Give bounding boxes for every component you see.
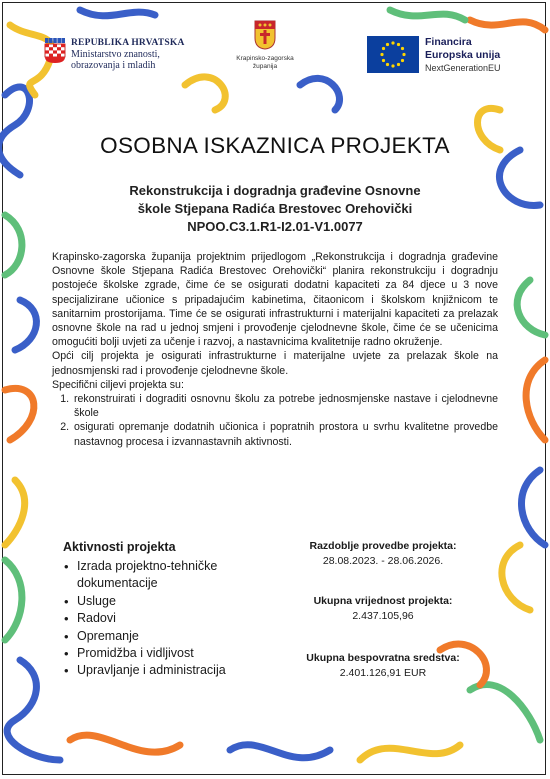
eu-flag-icon [367, 36, 419, 73]
goal-item: 2. osigurati opremanje dodatnih učionica i popratnih prostora u svrhu kvalitetne provedbe nastavnog procesa i izvannastavnih aktivnosti. [72, 420, 498, 448]
period-value: 28.08.2023. - 28.06.2026. [322, 555, 444, 567]
county-logo-line2: županija [252, 63, 278, 70]
activity-item: • Opremanje [77, 628, 283, 645]
county-logo [230, 20, 300, 71]
subtitle-line2: škole Stjepana Radića Brestovec Orehovički [137, 201, 413, 216]
eu-logo-line2: Europska unija [425, 49, 501, 61]
activities-section [63, 540, 283, 680]
croatian-coat-of-arms-icon [44, 37, 66, 63]
general-goal-paragraph: Opći cilj projekta je osigurati infrastrukturne i materijalne uvjete za prelazak škole na jednosmjenski rad i provođenje cjelodnevne škole. [52, 350, 498, 377]
activity-item: • Radovi [77, 610, 283, 627]
hr-logo-line3: obrazovanja i mladih [71, 60, 156, 71]
total-value-label: Ukupna vrijednost projekta: [313, 595, 453, 607]
specific-goals-list [52, 392, 498, 449]
page-title: OSOBNA ISKAZNICA PROJEKTA [100, 133, 450, 158]
subtitle-line1: Rekonstrukcija i dogradnja građevine Osnovne [129, 183, 421, 198]
goal-item: 1. rekonstruirati i dograditi osnovnu školu za potrebe jednosmjenske nastave i cjelodnevne škole [72, 392, 498, 420]
eu-logo-line3: NextGenerationEU [425, 63, 501, 73]
project-code: NPOO.C3.1.R1-I2.01-V1.0077 [187, 219, 363, 234]
activity-item: • Promidžba i vidljivost [77, 645, 283, 662]
specific-goals-heading: Specifični ciljevi projekta su: [52, 378, 184, 391]
total-value: 2.437.105,96 [352, 610, 414, 622]
grant-label: Ukupna bespovratna sredstva: [306, 652, 460, 664]
activities-list [63, 558, 283, 680]
hr-logo-line1: REPUBLIKA HRVATSKA [71, 38, 185, 48]
hr-logo-line2: Ministarstvo znanosti, [71, 49, 160, 60]
county-logo-line1: Krapinsko-zagorska [236, 55, 294, 62]
eu-logo-line1: Financira [425, 36, 472, 48]
activities-title: Aktivnosti projekta [63, 540, 176, 554]
period-label: Razdoblje provedbe projekta: [309, 540, 457, 552]
description-paragraph: Krapinsko-zagorska županija projektnim prijedlogom „Rekonstrukcija i dogradnja građevine Osnovne škole Stjepana Radića Brestovec Orehovički“ planira rekonstrukciju i dogradnju postojeće školske zgrade, čime će se osigurati dodatni kapaciteti za 84 djece u 3 nove specijalizirane učionice s pripadajućim kabinetima, čitaonicom i školskom knjižnicom te sanitarnim prostorijama. Time će se osigurati infrastrukturni i materijalni kapaciteti za prelazak osnovne škole na rad u jednoj smjeni i provođenje cjelodnevne škole, čime će se učenicima omogućiti bolji uvjeti za učenje i razvoj, a nastavnicima kvalitetnije radno okruženje. [52, 251, 498, 349]
project-info [298, 540, 468, 679]
activity-item: • Upravljanje i administracija [77, 662, 283, 679]
activity-item: • Izrada projektno-tehničke dokumentacije [77, 558, 283, 593]
project-description [52, 250, 498, 449]
grant-value: 2.401.126,91 EUR [339, 667, 427, 679]
county-coat-of-arms-icon [254, 20, 276, 50]
eu-logo [367, 36, 501, 75]
project-subtitle [88, 182, 462, 236]
ministry-logo [44, 37, 185, 71]
activity-item: • Usluge [77, 593, 283, 610]
